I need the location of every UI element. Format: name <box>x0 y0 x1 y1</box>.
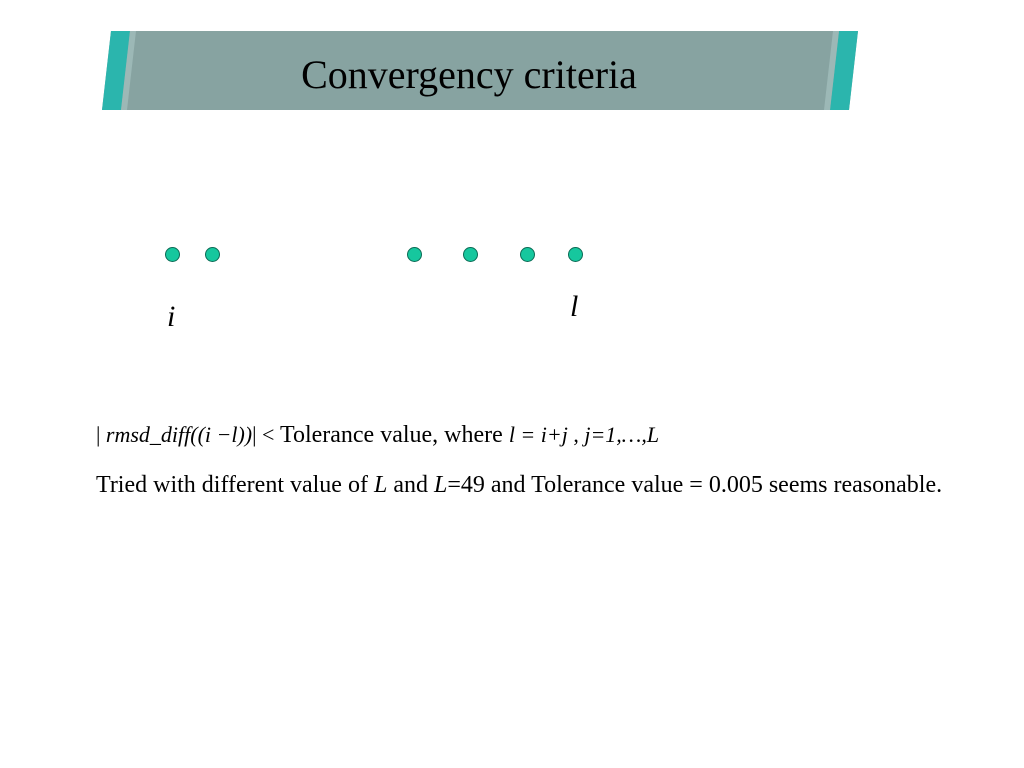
dot-marker <box>463 247 478 262</box>
formula-bar-close: | < <box>252 422 280 447</box>
slide-title: Convergency criteria <box>301 52 637 97</box>
convergence-formula <box>96 418 659 452</box>
label-i: i <box>167 300 176 333</box>
tolerance-text: Tolerance value, where <box>279 422 509 448</box>
label-l: l <box>570 290 579 323</box>
formula-l-equals: l = i+j <box>508 422 568 447</box>
dot-marker <box>520 247 535 262</box>
dot-marker <box>407 247 422 262</box>
formula-separator: , <box>567 422 585 447</box>
formula-expression: rmsd_diff((i −l)) <box>105 422 253 447</box>
formula-j-range: j=1,…,L <box>584 422 660 447</box>
dot-marker <box>568 247 583 262</box>
sentence-part-2: and <box>387 472 434 498</box>
sentence-part-3: =49 and Tolerance value = 0.005 seems reasonable. <box>447 472 943 498</box>
dot-marker <box>205 247 220 262</box>
formula-bar-open: | <box>96 422 106 447</box>
result-sentence <box>96 468 976 502</box>
sentence-L-1: L <box>373 472 388 498</box>
sentence-L-2: L <box>433 472 448 498</box>
dot-marker <box>165 247 180 262</box>
sentence-part-1: Tried with different value of <box>96 472 374 498</box>
